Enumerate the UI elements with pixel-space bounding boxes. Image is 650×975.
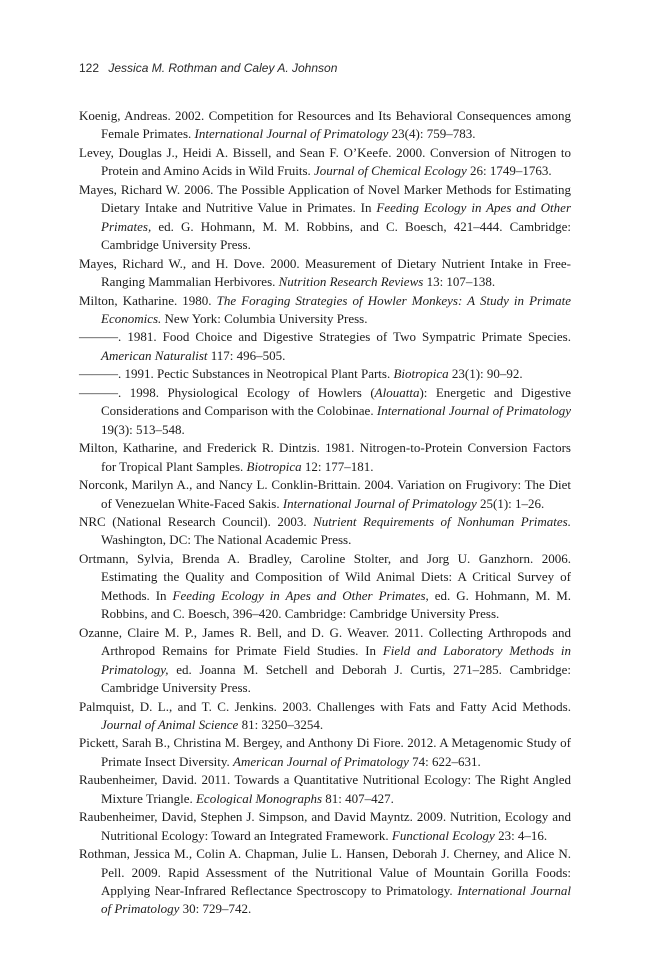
reference-text: Milton, Katharine. 1980. (79, 292, 217, 308)
reference-title-italic: Functional Ecology (391, 827, 495, 843)
reference-entry (79, 513, 571, 550)
reference-text: Ortmann, Sylvia, Brenda A. Bradley, Caroline Stolter, and Jorg U. Ganzhorn. 2006. Estimating the Quality and Composition of Wild Animal Diets: A Critical Survey of Methods. In (79, 550, 571, 603)
reference-text: ———. 1998. Physiological Ecology of Howlers ( (79, 384, 375, 400)
running-head (79, 61, 337, 75)
reference-entry (79, 734, 571, 771)
reference-entry (79, 476, 571, 513)
reference-text: Milton, Katharine, and Frederick R. Dintzis. 1981. Nitrogen-to-Protein Conversion Factors for Tropical Plant Samples. (79, 440, 571, 474)
reference-text: Norconk, Marilyn A., and Nancy L. Conklin-Brittain. 2004. Variation on Frugivory: The Diet of Venezuelan White-Faced Sakis. (79, 477, 571, 511)
reference-text: Koenig, Andreas. 2002. Competition for Resources and Its Behavioral Consequences among Female Primates. (79, 108, 571, 142)
reference-title-italic: International Journal of Primatology (194, 126, 389, 142)
reference-text: Rothman, Jessica M., Colin A. Chapman, Julie L. Hansen, Deborah J. Cherney, and Alice N. Pell. 2009. Rapid Assessment of the Nutritional Value of Mountain Gorilla Foods: Applying Near-Infrared Reflectance Spectroscopy to Primatology. (79, 846, 571, 899)
reference-text: Washington, DC: The National Academic Press. (101, 532, 352, 548)
reference-entry (79, 808, 571, 845)
reference-text: 23(4): 759–783. (388, 126, 476, 142)
reference-text: 81: 407–427. (322, 790, 394, 806)
reference-text: Palmquist, D. L., and T. C. Jenkins. 2003. Challenges with Fats and Fatty Acid Methods. (79, 698, 571, 714)
reference-text: 117: 496–505. (207, 347, 286, 363)
reference-text: Raubenheimer, David, Stephen J. Simpson, and David Mayntz. 2009. Nutrition, Ecology and Nutritional Ecology: Toward an Integrated Framework. (79, 809, 571, 843)
reference-text: 19(3): 513–548. (101, 421, 185, 437)
reference-entry (79, 255, 571, 292)
reference-text: Mayes, Richard W. 2006. The Possible Application of Novel Marker Methods for Estimating Dietary Intake and Nutritive Value in Primates. In (79, 181, 571, 216)
reference-text: Mayes, Richard W., and H. Dove. 2000. Measurement of Dietary Nutrient Intake in Free-Ranging Mammalian Herbivores. (79, 255, 571, 290)
reference-entry (79, 384, 571, 439)
reference-title-italic: American Journal of Primatology (233, 753, 409, 769)
reference-title-italic: Feeding Ecology in Apes and Other Primates, (101, 200, 572, 234)
reference-title-italic: Ecological Monographs (195, 790, 322, 806)
reference-text: 26: 1749–1763. (466, 163, 552, 179)
reference-entry (79, 771, 571, 808)
reference-title-italic: Field and Laboratory Methods in Primatology, (101, 643, 571, 677)
reference-title-italic: Alouatta (374, 384, 420, 400)
reference-entry (79, 107, 571, 144)
reference-entry (79, 292, 571, 329)
reference-entry (79, 144, 571, 181)
reference-text: 23: 4–16. (494, 827, 548, 843)
reference-title-italic: American Naturalist (101, 347, 208, 363)
reference-title-italic: International Journal of Primatology (101, 883, 571, 917)
reference-text: ed. Joanna M. Setchell and Deborah J. Curtis, 271–285. Cambridge: Cambridge University Press. (101, 661, 571, 696)
reference-entry (79, 365, 571, 383)
reference-text: 74: 622–631. (408, 753, 481, 769)
reference-text: 13: 107–138. (423, 274, 496, 290)
reference-entry (79, 550, 571, 624)
reference-entry (79, 328, 571, 365)
reference-title-italic: Journal of Animal Science (101, 716, 239, 732)
reference-text: ): Energetic and Digestive Considerations and Comparison with the Colobinae. (101, 384, 571, 419)
reference-text: Raubenheimer, David. 2011. Towards a Quantitative Nutritional Ecology: The Right Angled Mixture Triangle. (79, 772, 571, 806)
reference-text: ———. 1991. Pectic Substances in Neotropical Plant Parts. (79, 366, 394, 382)
reference-title-italic: Feeding Ecology in Apes and Other Primates, (172, 587, 429, 603)
reference-title-italic: Biotropica (246, 458, 302, 474)
reference-text: Ozanne, Claire M. P., James R. Bell, and D. G. Weaver. 2011. Collecting Arthropods and Arthropod Remains for Primate Field Studies. In (79, 624, 571, 659)
reference-text: NRC (National Research Council). 2003. (79, 513, 314, 529)
reference-entry (79, 439, 571, 476)
reference-title-italic: Nutrient Requirements of Nonhuman Primates. (313, 513, 571, 529)
reference-text: 12: 177–181. (301, 458, 374, 474)
reference-title-italic: Nutrition Research Reviews (278, 274, 424, 290)
reference-text: ed. G. Hohmann, M. M. Robbins, and C. Boesch, 396–420. Cambridge: Cambridge University Press. (101, 587, 571, 622)
reference-title-italic: International Journal of Primatology (282, 495, 477, 511)
reference-title-italic: Biotropica (393, 366, 449, 382)
running-head-authors: Jessica M. Rothman and Caley A. Johnson (108, 61, 338, 75)
reference-title-italic: International Journal of Primatology (376, 403, 571, 419)
reference-title-italic: Journal of Chemical Ecology (314, 163, 467, 179)
reference-text: 25(1): 1–26. (476, 495, 545, 511)
reference-entry (79, 845, 571, 919)
page-number: 122 (79, 61, 100, 75)
reference-text: New York: Columbia University Press. (161, 310, 368, 326)
reference-list (79, 107, 571, 919)
reference-text: 30: 729–742. (179, 901, 252, 917)
reference-entry (79, 698, 571, 735)
reference-text: ———. 1981. Food Choice and Digestive Strategies of Two Sympatric Primate Species. (79, 329, 571, 345)
reference-text: 23(1): 90–92. (448, 366, 523, 382)
reference-title-italic: The Foraging Strategies of Howler Monkeys: A Study in Primate Economics. (101, 292, 571, 326)
reference-text: Pickett, Sarah B., Christina M. Bergey, and Anthony Di Fiore. 2012. A Metagenomic Study of Primate Insect Diversity. (79, 735, 571, 769)
reference-text: ed. G. Hohmann, M. M. Robbins, and C. Boesch, 421–444. Cambridge: Cambridge University Press. (101, 218, 571, 253)
reference-text: Levey, Douglas J., Heidi A. Bissell, and Sean F. O’Keefe. 2000. Conversion of Nitrogen to Protein and Amino Acids in Wild Fruits. (79, 144, 571, 179)
reference-entry (79, 624, 571, 698)
reference-entry (79, 181, 571, 255)
reference-text: 81: 3250–3254. (238, 716, 324, 732)
